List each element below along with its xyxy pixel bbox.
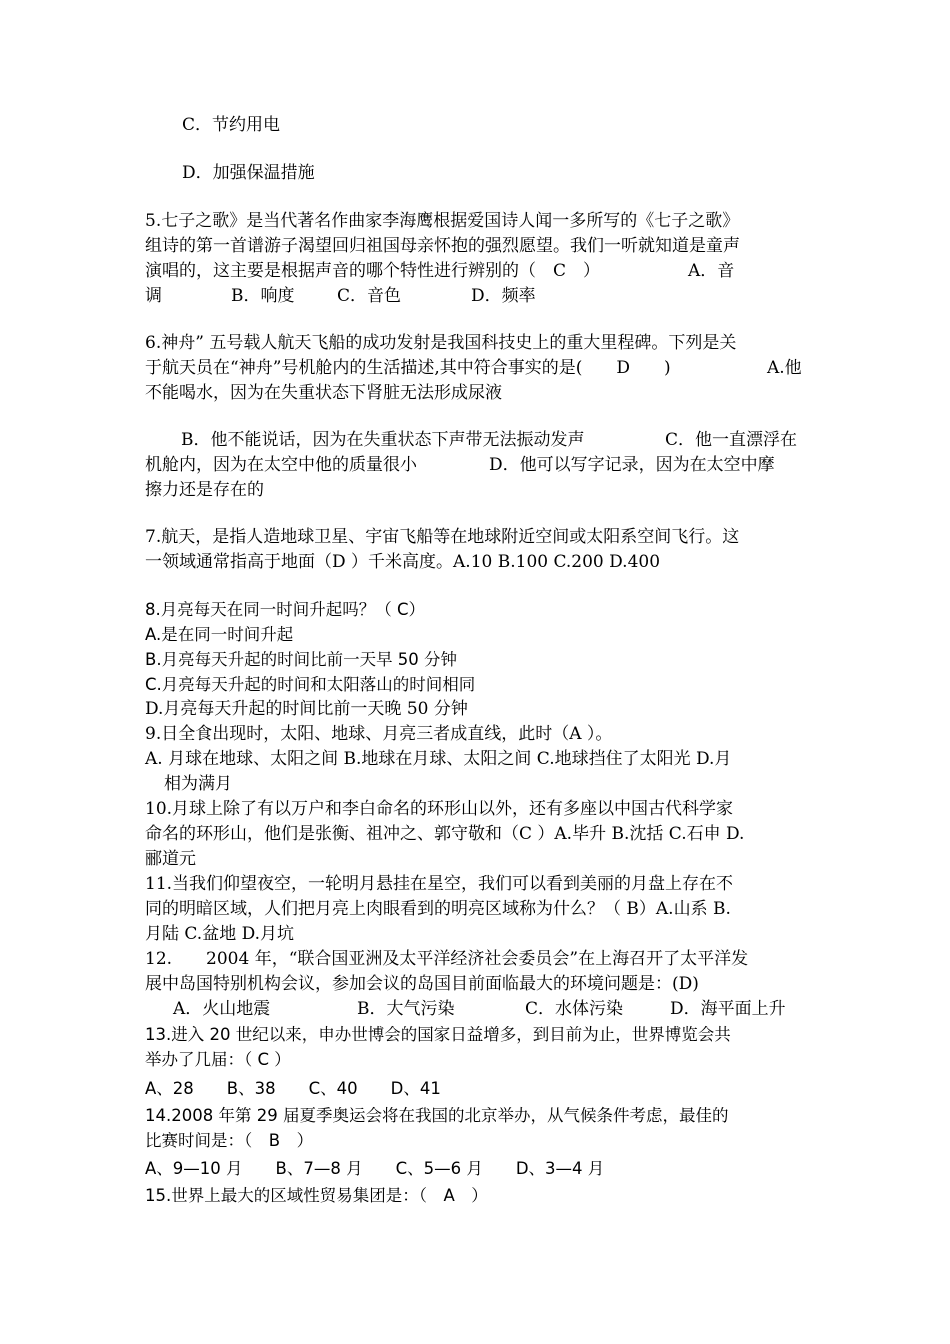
option-text: B．他不能说话，因为在失重状态下声带无法振动发声: [181, 430, 585, 450]
option-text: D．海平面上升: [670, 999, 786, 1019]
text-line: 郦道元: [145, 849, 196, 869]
text-line: 举办了几届：（ C ）: [145, 1050, 291, 1069]
option-text: C．水体污染: [525, 999, 624, 1019]
text-line: 11.当我们仰望夜空，一轮明月悬挂在星空，我们可以看到美丽的月盘上存在不: [145, 874, 734, 894]
text-line: 展中岛国特别机构会议，参加会议的岛国目前面临最大的环境问题是：(D): [145, 974, 699, 994]
question-10-line-2: [145, 822, 810, 847]
option-text: A．火山地震: [173, 999, 271, 1019]
question-13-line-1: [145, 1022, 810, 1047]
option-text: B．响度: [231, 286, 295, 306]
option-text: C．他一直漂浮在: [665, 430, 798, 450]
question-7-line-2: [145, 550, 810, 575]
question-11-line-1: [145, 872, 810, 897]
question-5-line-2: [145, 234, 810, 259]
question-12-line-2: [145, 972, 810, 997]
text-line: A、28 B、38 C、40 D、41: [145, 1079, 441, 1098]
question-7-line-1: [145, 525, 810, 550]
text-line: 月陆 C.盆地 D.月坑: [145, 924, 295, 944]
question-8-option-c: [145, 672, 810, 697]
text-line: D．加强保温措施: [182, 163, 315, 183]
question-10-line-3: [145, 847, 810, 872]
question-9-options-line-2: [164, 772, 829, 797]
question-9-line: [145, 722, 810, 747]
text-line: 6.神舟” 五号载人航天飞船的成功发射是我国科技史上的重大里程碑。下列是关: [145, 333, 737, 353]
option-text: A．音: [688, 261, 735, 281]
option-text: D．他可以写字记录，因为在太空中摩: [489, 455, 775, 475]
question-14-options: [145, 1156, 810, 1181]
question-6-line-6: [145, 478, 810, 503]
question-13-line-2: [145, 1047, 810, 1072]
text-line: 15.世界上最大的区域性贸易集团是：（ A ）: [145, 1186, 488, 1205]
text-line: 9.日全食出现时，太阳、地球、月亮三者成直线，此时（A ）。: [145, 724, 613, 744]
option-5c-line: [182, 113, 847, 138]
question-13-options: [145, 1076, 810, 1101]
option-text: D．频率: [471, 286, 536, 306]
question-6-line-3: [145, 381, 810, 406]
text-line: 调: [145, 286, 162, 306]
text-line: 同的明暗区域，人们把月亮上肉眼看到的明亮区域称为什么？（ B）A.山系 B.: [145, 899, 731, 919]
question-8-option-b: [145, 647, 810, 672]
text-line: 8.月亮每天在同一时间升起吗？（ C）: [145, 600, 426, 619]
question-10-line-1: [145, 797, 810, 822]
question-5-line-3: [145, 259, 810, 284]
text-line: 14.2008 年第 29 届夏季奥运会将在我国的北京举办，从气候条件考虑，最佳的: [145, 1106, 729, 1125]
text-line: B.月亮每天升起的时间比前一天早 50 分钟: [145, 650, 458, 669]
question-11-line-3: [145, 922, 810, 947]
text-line: D.月亮每天升起的时间比前一天晚 50 分钟: [145, 699, 468, 719]
question-11-line-2: [145, 897, 810, 922]
text-line: 机舱内，因为在太空中他的质量很小: [145, 455, 417, 475]
text-line: 组诗的第一首谱游子渴望回归祖国母亲怀抱的强烈愿望。我们一听就知道是童声: [145, 236, 740, 256]
text-line: A.是在同一时间升起: [145, 625, 294, 644]
text-line: 一领域通常指高于地面（D ）千米高度。A.10 B.100 C.200 D.400: [145, 552, 661, 572]
question-5-line-1: [145, 209, 810, 234]
question-14-line-1: [145, 1103, 810, 1128]
question-6-line-5: [145, 453, 810, 478]
question-14-line-2: [145, 1128, 810, 1153]
question-8-option-d: [145, 697, 810, 722]
text-line: C．节约用电: [182, 115, 281, 135]
question-15-line: [145, 1183, 810, 1208]
option-text: C．音色: [337, 286, 402, 306]
text-line: 比赛时间是：（ B ）: [145, 1131, 314, 1150]
question-8-option-a: [145, 622, 810, 647]
text-line: 相为满月: [164, 774, 232, 794]
option-text: A.他: [767, 358, 802, 378]
text-line: 命名的环形山，他们是张衡、祖冲之、郭守敬和（C ）A.毕升 B.沈括 C.石申 D.: [145, 824, 745, 844]
option-text: B．大气污染: [357, 999, 455, 1019]
text-line: 于航天员在“神舟”号机舱内的生活描述,其中符合事实的是( D ): [145, 358, 671, 378]
text-line: 7.航天，是指人造地球卫星、宇宙飞船等在地球附近空间或太阳系空间飞行。这: [145, 527, 740, 547]
question-6-line-2: [145, 356, 810, 381]
question-9-options-line-1: [145, 747, 810, 772]
text-line: 12. 2004 年，“联合国亚洲及太平洋经济社会委员会”在上海召开了太平洋发: [145, 949, 749, 969]
question-8-line: [145, 597, 810, 622]
text-line: 擦力还是存在的: [145, 480, 264, 500]
text-line: A、9—10 月 B、7—8 月 C、5—6 月 D、3—4 月: [145, 1159, 605, 1178]
question-12-line-1: [145, 947, 810, 972]
option-5d-line: [182, 161, 847, 186]
question-6-line-1: [145, 331, 810, 356]
question-5-line-4: [145, 284, 810, 309]
text-line: 不能喝水，因为在失重状态下肾脏无法形成尿液: [145, 383, 502, 403]
text-line: A. 月球在地球、太阳之间 B.地球在月球、太阳之间 C.地球挡住了太阳光 D.月: [145, 749, 732, 769]
text-line: 10.月球上除了有以万户和李白命名的环形山以外，还有多座以中国古代科学家: [145, 799, 734, 819]
text-line: C.月亮每天升起的时间和太阳落山的时间相同: [145, 675, 476, 694]
text-line: 13.进入 20 世纪以来，申办世博会的国家日益增多，到目前为止，世界博览会共: [145, 1025, 731, 1044]
text-line: 演唱的，这主要是根据声音的哪个特性进行辨别的（ C ）: [145, 261, 601, 281]
text-line: 5.七子之歌》是当代著名作曲家李海鹰根据爱国诗人闻一多所写的《七子之歌》: [145, 211, 740, 231]
